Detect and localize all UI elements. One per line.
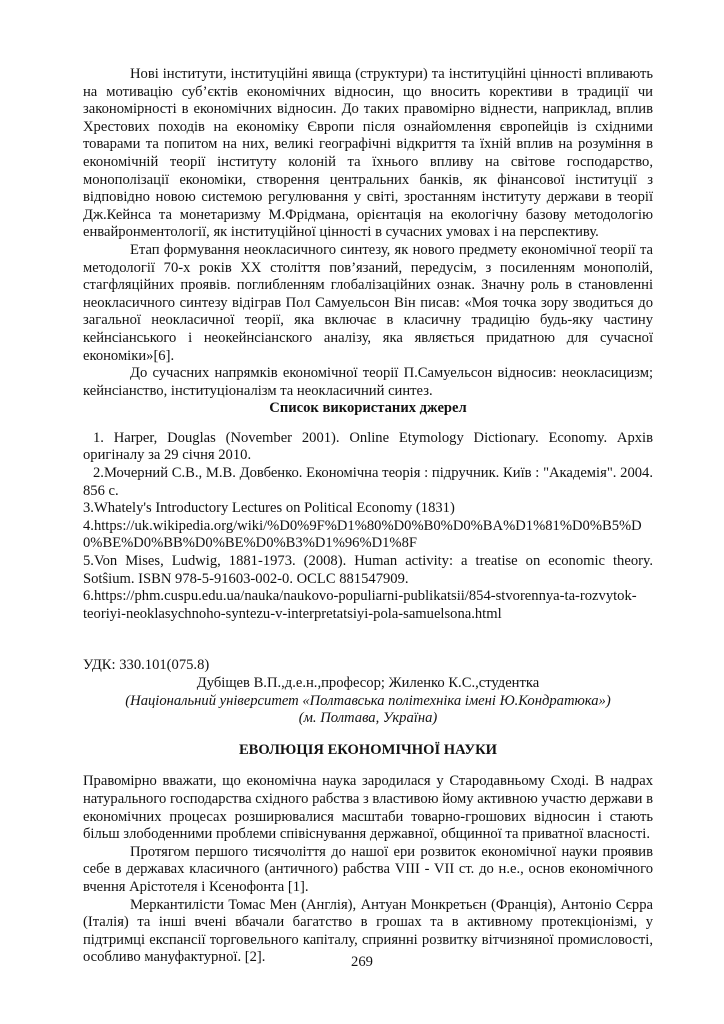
- body-paragraph: Нові інститути, інституційні явища (структури) та інституційні цінності впливають на мотивацію суб’єктів економічних відносин, що вносить корективи в традиції чи закономірності в економічних відносин. До таких правомірно віднести, наприклад, вплив Хрестових походів на економіку Європи після ознайомлення європейців із східними товарами та попитом на них, великі географічні відкриття та їхній вплив на розуміння в економічній теорії інституту колоній та їхнього впливу на світове господарство, монополізації економіки, створення центральних банків, як фінансової інституції з відповідно новою системою регулювання у світі, зростанням інституту держави в теорії Дж.Кейнса та монетаризму М.Фрідмана, орієнтація на екологічну базову методологію енвайронментології, як інституційної цінності в сучасних умовах і на перспективу.: [83, 66, 653, 241]
- body-paragraph: Протягом першого тисячоліття до нашої ери розвиток економічної науки проявив себе в державах класичного (античного) рабства VIII - VII ст. до н.е., основ економічного вчення Арістотеля і Ксенофонта [1].: [83, 843, 653, 895]
- location: (м. Полтава, Україна): [298, 710, 438, 727]
- document-page: [83, 66, 653, 967]
- body-paragraph: До сучасних напрямків економічної теорії П.Самуельсон відносив: неокласицизм; кейнсіанство, інституціоналізм та неокласичний синтез.: [83, 365, 653, 399]
- udc-code: УДК: 330.101(075.8): [83, 657, 210, 674]
- reference-item: 5.Von Mises, Ludwig, 1881-1973. (2008). Human activity: a treatise on economic theory. Sotŝium. ISBN 978-5-91603-002-0. OCLC 881547909.: [83, 553, 653, 587]
- body-paragraph: Правомірно вважати, що економічна наука зародилася у Стародавньому Сході. В надрах натурального господарства східного рабства з властивою йому активною участю держави в економічних процесах розширювалися масштаби товарно-грошових відносин і стають більш злободенними проблеми співіснування державної, общинної та приватної власності.: [83, 773, 653, 843]
- references-list: [83, 430, 653, 624]
- reference-item: 1. Harper, Douglas (November 2001). Online Etymology Dictionary. Economy. Архів оригіналу за 29 січня 2010.: [83, 429, 653, 464]
- reference-item: 4.https://uk.wikipedia.org/wiki/%D0%9F%D1%80%D0%B0%D0%BA%D1%81%D0%B5%D0%BE%D0%BB%D0%BE%D0%B3%D1%96%D1%8F: [83, 517, 642, 552]
- affiliation: (Національний університет «Полтавська політехніка імені Ю.Кондратюка»): [125, 692, 611, 709]
- spacer: [83, 623, 653, 657]
- spacer: [83, 759, 653, 773]
- references-heading: Список використаних джерел: [269, 400, 467, 417]
- reference-item: 6.https://phm.cuspu.edu.ua/nauka/naukovo-populiarni-publikatsii/854-stvorennya-ta-rozvytok-teoriyi-neoklasychnoho-syntezu-v-interpretatsiyi-pola-samuelsona.html: [83, 588, 637, 622]
- page-number: 269: [351, 954, 373, 970]
- body-paragraph: Етап формування неокласичного синтезу, як нового предмету економічної теорії та методології 70-х років XX століття пов’язаний, передусім, з посиленням монополій, стагфляційних проявів. поглибленням глобалізаційних ознак. Значну роль в становленні неокласичного синтезу відіграв Пол Самуельсон Він писав: «Моя точка зору зводиться до загальної неокласичної теорії, яка включає в класичну традицію будь-яку частину кейнсіанського і неокейнсіанского аналізу, яка являється придатною для сучасної економіки»[6].: [83, 241, 653, 364]
- reference-item: 2.Мочерний С.В., М.В. Довбенко. Економічна теорія : підручник. Київ : "Академія". 2004. 856 с.: [83, 465, 653, 499]
- article-title: ЕВОЛЮЦІЯ ЕКОНОМІЧНОЇ НАУКИ: [238, 741, 498, 758]
- authors: Дубіщев В.П.,д.е.н.,професор; Жиленко К.С.,студентка: [196, 675, 540, 691]
- spacer: [83, 418, 653, 430]
- spacer: [83, 728, 653, 742]
- body-paragraph: Меркантилісти Томас Мен (Англія), Антуан Монкретьєн (Франція), Антоніо Сєрра (Італія) та інші вчені вбачали багатство в грошах та в активному протекціонізмі, у підтримці експансії торговельного капіталу, сприянні розвитку вітчизняної промисловості, особливо мануфактурної. [2].: [83, 896, 653, 966]
- reference-item: 3.Whately's Introductory Lectures on Political Economy (1831): [83, 500, 455, 517]
